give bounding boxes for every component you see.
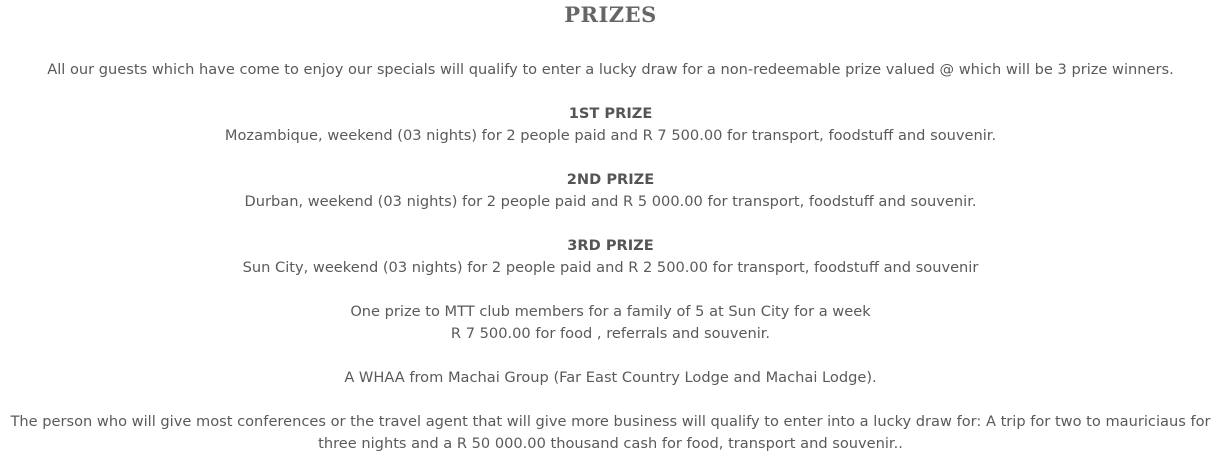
- page-title: PRIZES: [564, 2, 657, 27]
- second-prize-description: Durban, weekend (03 nights) for 2 people paid and R 5 000.00 for transport, foodstuff and souvenir.: [244, 193, 977, 210]
- mtt-prize-line-1: One prize to MTT club members for a family of 5 at Sun City for a week: [350, 303, 871, 320]
- third-prize-heading: 3RD PRIZE: [567, 237, 654, 254]
- third-prize-description: Sun City, weekend (03 nights) for 2 people paid and R 2 500.00 for transport, foodstuff and souvenir: [242, 259, 979, 276]
- second-prize-heading: 2ND PRIZE: [566, 171, 655, 188]
- first-prize-heading: 1ST PRIZE: [568, 105, 653, 122]
- mtt-prize-line-2: R 7 500.00 for food , referrals and souvenir.: [450, 325, 771, 342]
- first-prize-description: Mozambique, weekend (03 nights) for 2 people paid and R 7 500.00 for transport, foodstuff and souvenir.: [224, 127, 997, 144]
- intro-text: All our guests which have come to enjoy our specials will qualify to enter a lucky draw for a non-redeemable prize valued @ which will be 3 prize winners.: [47, 61, 1174, 78]
- whaa-text: A WHAA from Machai Group (Far East Country Lodge and Machai Lodge).: [344, 369, 877, 386]
- closing-paragraph: The person who will give most conferences or the travel agent that will give more business will qualify to enter into a lucky draw for: A trip for two to mauriciaus for three nights and a R 50 000.00 thousand cash for food, transport and souvenir..: [10, 413, 1211, 452]
